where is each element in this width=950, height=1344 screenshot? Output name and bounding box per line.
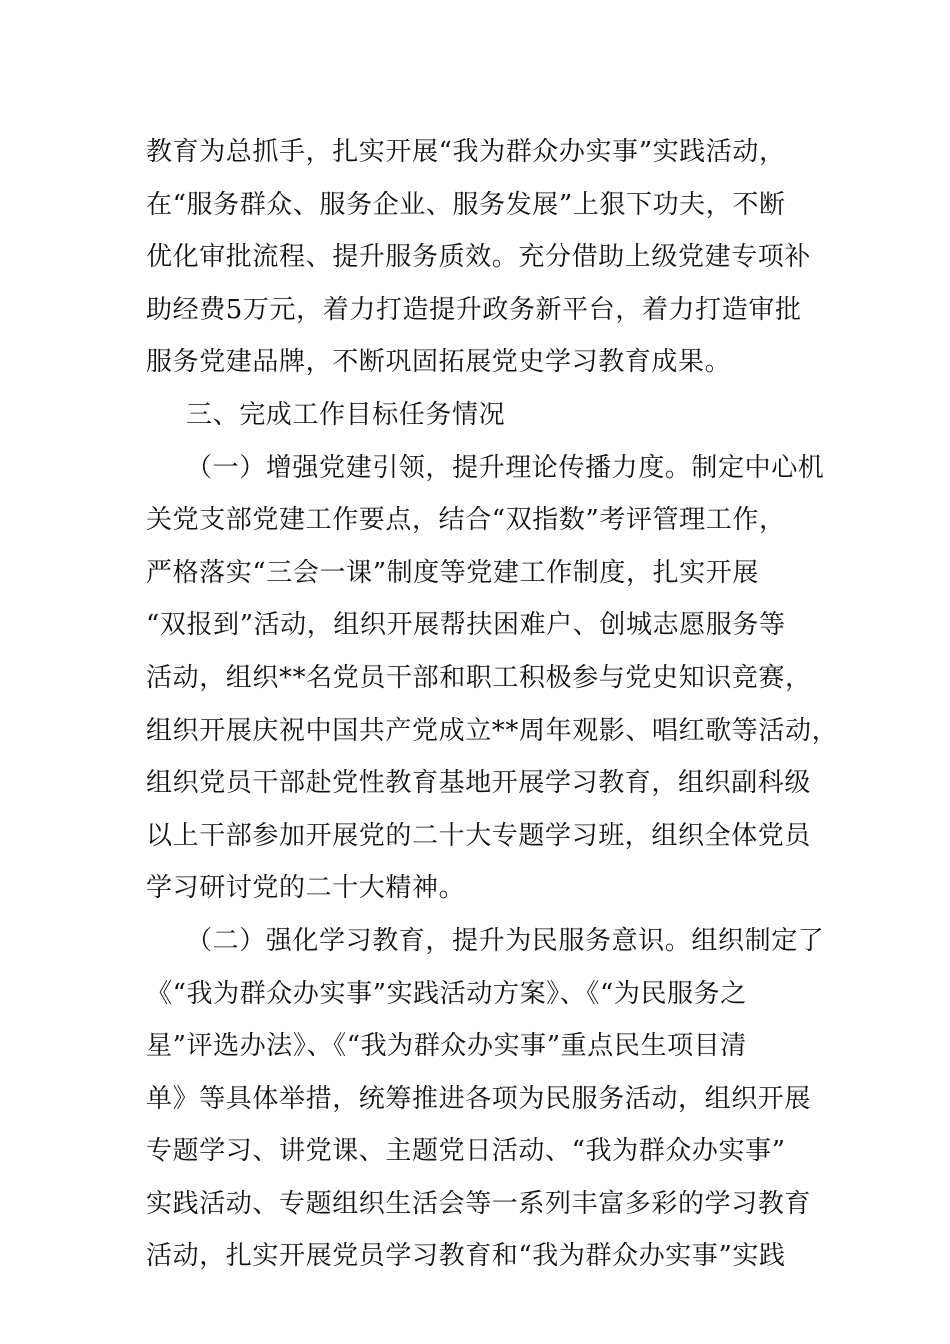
document-body	[146, 126, 839, 1283]
paragraph-line: 在“服务群众、服务企业、服务发展”上狠下功夫，不断	[146, 189, 786, 220]
section-heading: 三、完成工作目标任务情况	[186, 399, 506, 430]
paragraph-line: （二）强化学习教育，提升为民服务意识。组织制定了	[186, 925, 825, 956]
paragraph-line: 关党支部党建工作要点，结合“双指数”考评管理工作，	[146, 505, 786, 536]
paragraph-line: 助经费5万元，着力打造提升政务新平台，着力打造审批	[146, 294, 802, 325]
paragraph-line: 组织党员干部赴党性教育基地开展学习教育，组织副科级	[146, 768, 812, 799]
paragraph-line: 学习研讨党的二十大精神。	[146, 873, 466, 904]
paragraph-line: 严格落实“三会一课”制度等党建工作制度，扎实开展	[146, 557, 759, 588]
paragraph-line: 优化审批流程、提升服务质效。充分借助上级党建专项补	[146, 242, 812, 273]
paragraph-line: “双报到”活动，组织开展帮扶困难户、创城志愿服务等	[146, 610, 786, 641]
paragraph-line: 活动，组织**名党员干部和职工积极参与党史知识竞赛，	[146, 662, 812, 693]
paragraph-line: 专题学习、讲党课、主题党日活动、“我为群众办实事”	[146, 1136, 786, 1167]
paragraph-line: 服务党建品牌，不断巩固拓展党史学习教育成果。	[146, 347, 732, 378]
paragraph-line: 《“我为群众办实事”实践活动方案》、《“为民服务之	[146, 978, 747, 1009]
paragraph-line: 单》等具体举措，统筹推进各项为民服务活动，组织开展	[146, 1083, 812, 1114]
paragraph-line: 教育为总抓手，扎实开展“我为群众办实事”实践活动，	[146, 137, 786, 167]
paragraph-line: 星”评选办法》、《“我为群众办实事”重点民生项目清	[146, 1031, 747, 1062]
paragraph-line: 活动，扎实开展党员学习教育和“我为群众办实事”实践	[146, 1241, 786, 1272]
paragraph-line: 实践活动、专题组织生活会等一系列丰富多彩的学习教育	[146, 1188, 812, 1219]
paragraph-line: 组织开展庆祝中国共产党成立**周年观影、唱红歌等活动，	[146, 715, 839, 746]
paragraph-line: 以上干部参加开展党的二十大专题学习班，组织全体党员	[146, 820, 812, 851]
paragraph-line: （一）增强党建引领，提升理论传播力度。制定中心机	[186, 452, 825, 483]
